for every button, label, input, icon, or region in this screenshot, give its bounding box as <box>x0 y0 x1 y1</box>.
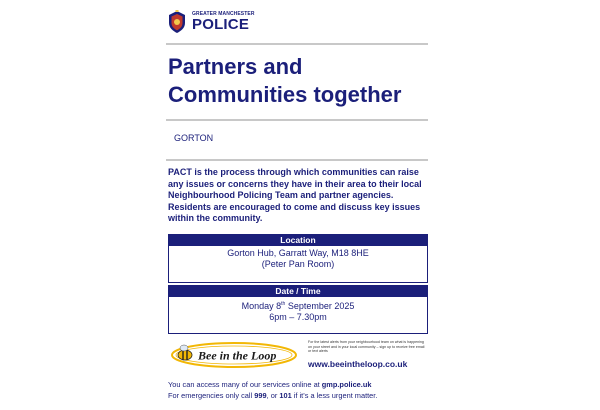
bee-website-link[interactable]: www.beeintheloop.co.uk <box>308 359 408 369</box>
emergency-number: 999 <box>254 391 267 400</box>
area-name: GORTON <box>174 133 214 143</box>
title-line-1: Partners and <box>168 54 303 79</box>
datetime-heading: Date / Time <box>169 286 427 297</box>
footer-less-urgent-text: if it’s a less urgent matter. <box>291 391 378 400</box>
location-box <box>168 234 428 283</box>
event-day: Monday 8 <box>241 301 282 311</box>
logo-region-text: GREATER MANCHESTER <box>192 11 255 17</box>
bee-in-the-loop-logo <box>170 340 298 370</box>
footer-online-text: You can access many of our services online at <box>168 380 322 389</box>
page-title <box>168 53 430 109</box>
intro-text: is the process through which communities can raise any issues or concerns they have in their area to their local Neighbourhood Policing Team and partner agencies. Residents are encouraged to come and discuss key issues within the community. <box>168 167 422 223</box>
bee-logo-text: Bee in the Loop <box>198 348 277 363</box>
police-crest-icon <box>166 10 188 34</box>
divider <box>166 159 428 161</box>
location-room: (Peter Pan Room) <box>261 259 335 269</box>
event-month-year: September 2025 <box>285 301 355 311</box>
footer-or-text: , or <box>266 391 280 400</box>
gmp-logo <box>166 10 255 34</box>
footer-emergency-line <box>168 390 438 401</box>
poster <box>160 0 432 410</box>
intro-lead: PACT <box>168 167 192 177</box>
footer-online-line <box>168 379 438 390</box>
bee-signup-text: For the latest alerts from your neighbourhood team on what is happening on your street and in your local community – sign up to receive free email or text alerts <box>308 340 425 354</box>
footer-emergency-text: For emergencies only call <box>168 391 255 400</box>
title-line-2: Communities together <box>168 82 402 107</box>
logo-police-text: POLICE <box>192 16 250 33</box>
divider <box>166 119 428 121</box>
gmp-website-link[interactable]: gmp.police.uk <box>321 380 372 389</box>
event-day-ordinal: th <box>281 301 286 307</box>
datetime-box <box>168 285 428 334</box>
location-address: Gorton Hub, Garratt Way, M18 8HE <box>227 248 369 258</box>
event-date <box>169 299 427 312</box>
divider <box>166 43 428 45</box>
event-time: 6pm – 7.30pm <box>269 312 327 322</box>
location-heading: Location <box>169 235 427 246</box>
footer <box>168 379 438 401</box>
intro-paragraph <box>168 167 430 225</box>
non-emergency-number: 101 <box>279 391 292 400</box>
